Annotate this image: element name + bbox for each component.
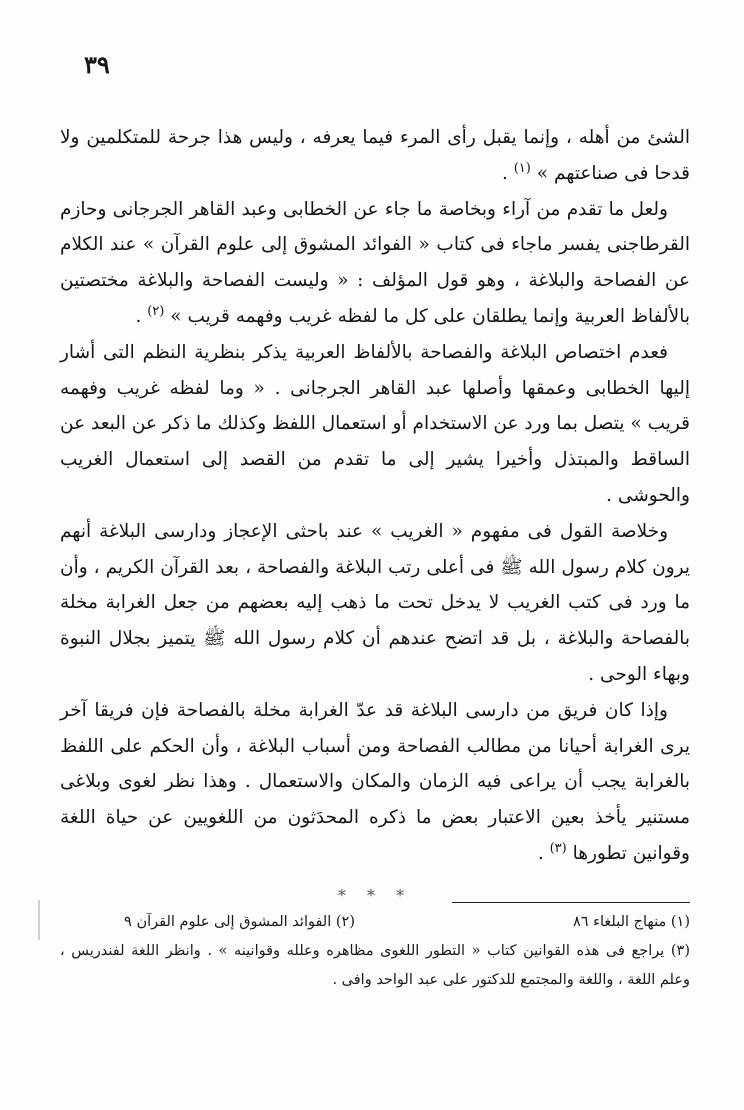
paragraph-2 [60,192,690,335]
footnote-ref-2: (٢) [147,303,165,319]
paragraph-2-tail: . [135,305,148,327]
footnote-2: (٢) الفوائد المشوق إلى علوم القرآن ٩ [124,914,355,930]
paragraph-5-tail: . [537,842,550,864]
paragraph-5 [60,693,690,872]
paragraph-1 [60,120,690,192]
page-number: ٣٩ [84,50,110,79]
section-separator: * * * [337,885,413,905]
footnote-ref-3: (٣) [549,840,567,856]
footnote-1: (١) منهاج البلغاء ٨٦ [573,914,690,930]
paragraph-3 [60,335,690,514]
scan-margin-mark [38,900,40,940]
footnote-divider [452,902,690,903]
footnotes [60,908,690,995]
paragraph-1-text: الشئ من أهله ، وإنما يقبل رأى المرء فيما يعرفه ، وليس هذا جرحة للمتكلمين ولا قدحا فى صناعتهم » [60,127,690,184]
footnote-3: (٣) يراجع فى هذه القوانين كتاب « التطور اللغوى مظاهره وعلله وقوانينه » . وانظر اللغة لفندريس ، وعلم اللغة ، واللغة والمجتمع للدكتور على عبد الواحد وافى . [60,943,690,988]
paragraph-5-text: وإذا كان فريق من دارسى البلاغة قد عدّ الغرابة مخلة بالفصاحة فإن فريقا آخر يرى الغرابة أحيانا من مطالب الفصاحة ومن أسباب البلاغة ، وأن الحكم على اللفظ بالغرابة يجب أن يراعى فيه الزمان والمكان والاستعمال . وهذا نظر لغوى وبلاغى مستنير يأخذ بعين الاعتبار بعض ما ذكره المحدَثون من اللغويين عن حياة اللغة وقوانين تطورها [60,699,690,864]
paragraph-4-text: وخلاصة القول فى مفهوم « الغريب » عند باحثى الإعجاز ودارسى البلاغة أنهم يرون كلام رسول الله ﷺ فى أعلى رتب البلاغة والفصاحة ، بعد القرآن الكريم ، وأن ما ورد فى كتب الغريب لا يدخل تحت ما ذهب إليه بعضهم من جعل الغرابة مخلة بالفصاحة والبلاغة ، بل قد اتضح عندهم أن كلام رسول الله ﷺ يتميز بجلال النبوة وبهاء الوحى . [60,520,690,685]
paragraph-2-text: ولعل ما تقدم من آراء وبخاصة ما جاء عن الخطابى وعبد القاهر الجرجانى وحازم القرطاجنى يفسر ماجاء فى كتاب « الفوائد المشوق إلى علوم القرآن » عند الكلام عن الفصاحة والبلاغة ، وهو قول المؤلف : « وليست الفصاحة والبلاغة مختصتين بالألفاظ العربية وإنما يطلقان على كل ما لفظه غريب وفهمه قريب » [60,198,690,327]
footnotes-row [60,908,690,937]
paragraph-1-tail: . [501,162,514,184]
paragraph-3-text: فعدم اختصاص البلاغة والفصاحة بالألفاظ العربية يذكر بنظرية النظم التى أشار إليها الخطابى وعمقها وأصلها عبد القاهر الجرجانى . « وما لفظه غريب وفهمه قريب » يتصل بما ورد عن الاستخدام أو استعمال اللفظ وكذلك ما ذكر عن البعد عن الساقط والمبتذل وأخيرا يشير إلى ما تقدم من القصد إلى استعمال الغريب والحوشى . [60,341,690,506]
main-text [60,120,690,914]
footnote-ref-1: (١) [513,160,531,176]
paragraph-4 [60,514,690,693]
